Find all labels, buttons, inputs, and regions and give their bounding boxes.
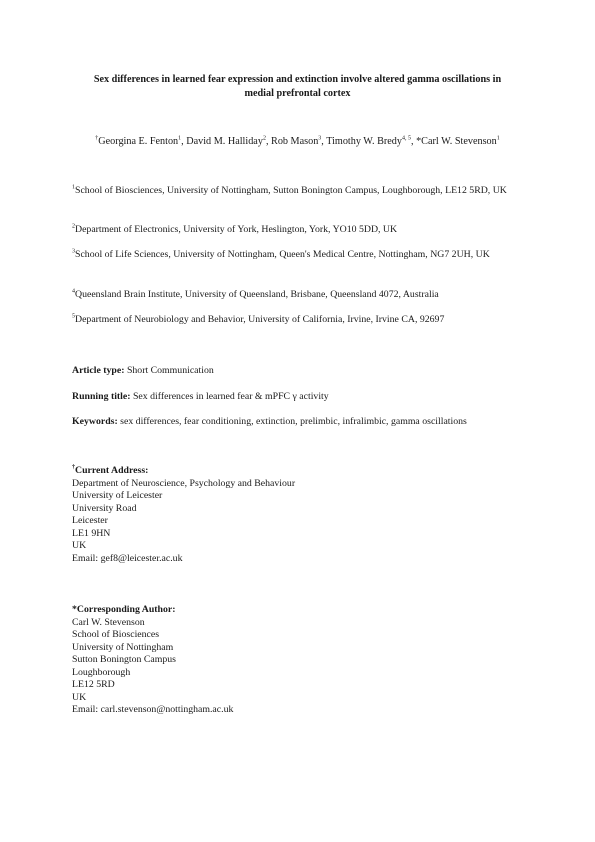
affiliation [72, 184, 527, 198]
keywords [72, 415, 532, 429]
address-line: Loughborough [72, 666, 131, 678]
address-email: Email: gef8@leicester.ac.uk [72, 552, 183, 564]
affiliation-number: 5 [72, 313, 75, 320]
author-mark: † [95, 135, 99, 142]
paper-title-line-1: Sex differences in learned fear expression and extinction involve altered gamma oscillations in [93, 74, 502, 85]
corresponding-author-block [72, 604, 492, 717]
author-name: David M. Halliday [186, 136, 263, 147]
affiliation [72, 248, 527, 262]
affiliation-number: 2 [72, 223, 75, 230]
affiliation-number: 3 [72, 248, 75, 255]
address-line: LE12 5RD [72, 679, 115, 690]
article-type-label: Article type: [72, 365, 125, 376]
affiliation-text: Department of Neurobiology and Behavior, University of California, Irvine, Irvine CA, 92697 [75, 314, 445, 325]
affiliation-text: School of Life Sciences, University of Nottingham, Queen's Medical Centre, Nottingham, NG7 2UH, UK [75, 249, 490, 260]
author-name: Carl W. Stevenson [421, 136, 497, 147]
author-affiliation-ref: 3 [318, 135, 322, 142]
corresponding-author-heading: *Corresponding Author: [72, 604, 176, 615]
author-affiliation-ref: 4, 5 [401, 135, 411, 142]
affiliation-text: Department of Electronics, University of York, Heslington, York, YO10 5DD, UK [75, 224, 398, 235]
affiliation-number: 4 [72, 288, 75, 295]
author-name: Georgina E. Fenton [98, 136, 179, 147]
article-type-value: Short Communication [124, 365, 214, 376]
author-mark: * [416, 136, 422, 147]
author-name: Timothy W. Bredy [326, 136, 402, 147]
current-address-mark: † [72, 464, 75, 471]
affiliation [72, 288, 527, 302]
author: Rob Mason$^3$, [271, 135, 327, 147]
author [416, 136, 500, 147]
address-line: UK [72, 540, 87, 551]
paper-title [60, 73, 535, 101]
author-affiliation-ref: 2 [262, 135, 266, 142]
running-title [72, 390, 532, 404]
address-line: University Road [72, 502, 137, 514]
keywords-value: sex differences, fear conditioning, extinction, prelimbic, infralimbic, gamma oscillations [117, 416, 467, 427]
author: †Georgina E. Fenton$^1$, [95, 135, 187, 147]
current-address-block [72, 465, 492, 565]
running-title-value: Sex differences in learned fear & mPFC γ activity [130, 391, 329, 402]
address-line: University of Leicester [72, 490, 163, 501]
address-line: LE1 9HN [72, 527, 111, 539]
author: David M. Halliday$^2$, [186, 135, 272, 147]
address-line: Leicester [72, 515, 108, 526]
current-address-heading: †Current Address: [72, 464, 149, 476]
affiliation [72, 223, 527, 237]
running-title-label: Running title: [72, 391, 131, 402]
article-type [72, 364, 532, 378]
address-line: Sutton Bonington Campus [72, 654, 176, 665]
author-list [60, 135, 535, 149]
address-line: UK [72, 691, 87, 703]
address-email: Email: carl.stevenson@nottingham.ac.uk [72, 704, 234, 715]
affiliation-number: 1 [72, 184, 75, 191]
author-name: Rob Mason [271, 136, 319, 147]
affiliation [72, 313, 527, 327]
address-line: Carl W. Stevenson [72, 616, 145, 628]
author: Timothy W. Bredy$^{4, 5}$, [326, 135, 417, 147]
affiliation-text: Queensland Brain Institute, University of Queensland, Brisbane, Queensland 4072, Australia [75, 289, 439, 300]
author-affiliation-ref: 1 [496, 135, 500, 142]
address-line: Department of Neuroscience, Psychology and Behaviour [72, 477, 296, 489]
author-affiliation-ref: 1 [178, 135, 182, 142]
affiliation-text: School of Biosciences, University of Nottingham, Sutton Bonington Campus, Loughborough, LE12 5RD, UK [75, 185, 507, 196]
paper-title-line-2: medial prefrontal cortex [244, 88, 351, 99]
address-line: School of Biosciences [72, 629, 160, 640]
keywords-label: Keywords: [72, 416, 118, 427]
address-line: University of Nottingham [72, 641, 174, 653]
